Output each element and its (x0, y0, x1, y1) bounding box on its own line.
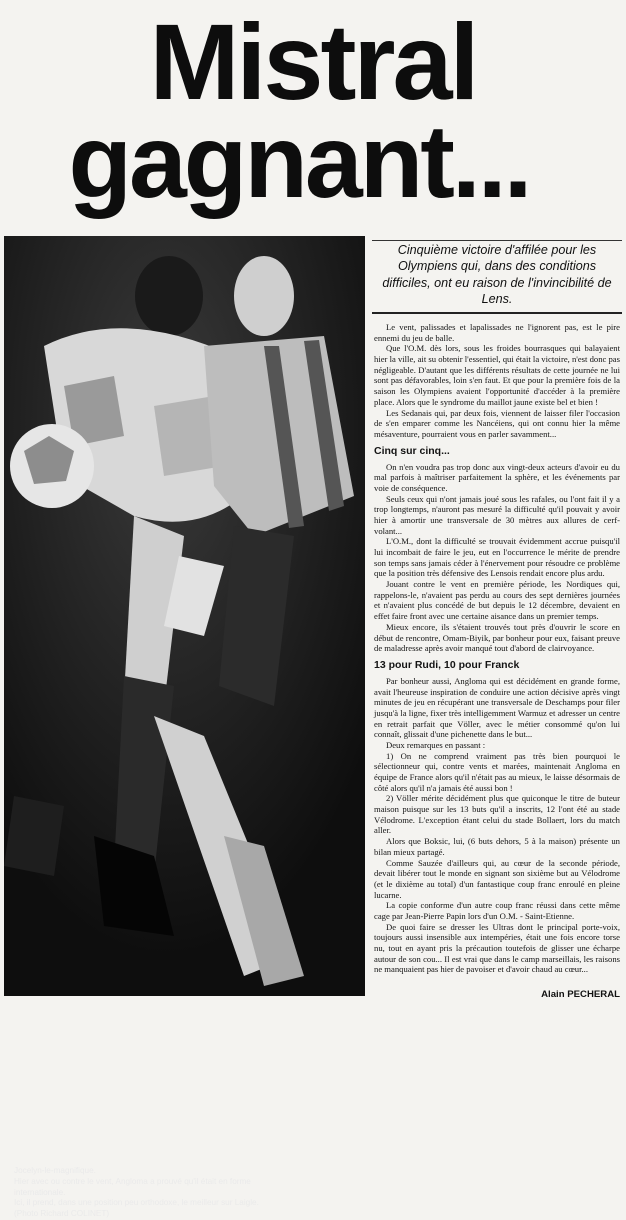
headline-line-2: gagnant... (68, 104, 530, 220)
article-paragraph: La copie conforme d'un autre coup franc réussi dans cette même cage par Jean-Pierre Papin lors d'un O.M. - Saint-Etienne. (374, 900, 620, 921)
photo-credit: (Photo Richard COLINET) (14, 1209, 110, 1219)
article-paragraph: On n'en voudra pas trop donc aux vingt-deux acteurs d'avoir eu du mal parfois à maîtriser parfaitement la sphère, et les événements par voie de conséquence. (374, 461, 620, 493)
match-photo (4, 236, 365, 1219)
article-paragraph: Par bonheur aussi, Angloma qui est décidément en grande forme, avait l'heureuse inspiration de conduire une action décisive après vingt minutes de jeu en récupérant une transversale de Deschamps pour filer jusqu'à la ligne, fixer très intelligemment Warmuz et adresser un centre en retrait parfait que Völler, avec le métier consommé qu'on lui connaît, glissait d'une pichenette dans le but... (374, 675, 620, 740)
caption-line: Ici, il prend, dans une position peu orthodoxe, le meilleur sur Laigle. (14, 1198, 259, 1208)
byline: Alain PECHERAL (541, 989, 620, 1000)
section-heading: Cinq sur cinq... (374, 444, 450, 457)
article-paragraph: De quoi faire se dresser les Ultras dont le principal porte-voix, toujours aussi insensible aux intempéries, était une fois encore torse nu, tout en ayant pris la précaution toutefois de glisser une écharpe autour de son cou... Il est vrai que dans le camp marseillais, les raisons ne manquaient pas hier de pavoiser et d'avoir chaud au cœur... (374, 921, 620, 975)
article-paragraph: 2) Völler mérite décidément plus que quiconque le titre de buteur maison puisque sur les 13 buts qu'il a inscrits, 12 l'ont été au stade Vélodrome. L'exception étant celui du stade Bollaert, lors du match aller. (374, 793, 620, 836)
article-body (374, 322, 620, 975)
photo-caption (14, 1166, 264, 1220)
article-paragraph: Jouant contre le vent en première période, les Nordiques qui, rappelons-le, n'avaient pas perdu au cours des sept dernières journées et n'avaient plus concédé de but depuis le 12 décembre, devaient en effet faire front avec une certaine aisance dans un premier temps. (374, 579, 620, 622)
article-paragraph: Le vent, palissades et lapalissades ne l'ignorent pas, est le pire ennemi du jeu de balle. (374, 322, 620, 343)
intro-bottom-rule (372, 312, 622, 314)
section-heading: 13 pour Rudi, 10 pour Franck (374, 658, 520, 671)
article-paragraph: Alors que Boksic, lui, (6 buts dehors, 5 à la maison) présente un bilan mieux partagé. (374, 836, 620, 857)
players-illustration (4, 236, 365, 996)
article-paragraph: Seuls ceux qui n'ont jamais joué sous les rafales, ou l'ont fait il y a trop longtemps, n'auront pas mesuré la difficulté qu'il pouvait y avoir hier à amortir une transversale de 30 mètres aux allures de cerf-volant... (374, 493, 620, 536)
article-paragraph: Deux remarques en passant : (386, 739, 486, 750)
article-paragraph: Mieux encore, ils s'étaient trouvés tout près d'ouvrir le score en début de rencontre, Omam-Biyik, par bonheur pour eux, faisant preuve de maladresse après avoir manqué tout d'abord de clairvoyance. (374, 621, 620, 654)
article-paragraph: L'O.M., dont la difficulté se trouvait évidemment accrue puisqu'il lui incombait de faire le jeu, eut en l'occurrence le mérite de prendre son temps sans jamais céder à l'énervement pour résoudre ce problème que la position très défensive des Lensois rendait encore plus ardu. (374, 536, 620, 579)
article-paragraph: Les Sedanais qui, par deux fois, viennent de laisser filer l'occasion de s'en emparer comme les Nancéiens, qui ont connu hier la même mésaventure, pourraient vous en parler savamment... (374, 407, 620, 439)
caption-line: Hier avec ou contre le vent, Angloma a prouvé qu'il était en forme internationale. (14, 1176, 251, 1197)
intro-standfirst: Cinquième victoire d'affilée pour les Olympiens qui, dans des conditions difficiles, ont eu raison de l'invincibilité de Lens. (382, 243, 612, 307)
caption-line: Jocelyn-le-magnifique. (14, 1166, 96, 1175)
article-paragraph: 1) On ne comprend vraiment pas très bien pourquoi le sélectionneur qui, contre vents et marées, maintenait Angloma en équipe de France alors qu'il n'était pas au mieux, le laisse désormais de côté alors qu'il n'a jamais été aussi bon ! (374, 750, 620, 793)
intro-top-rule (372, 240, 622, 241)
article-paragraph: Comme Sauzée d'ailleurs qui, au cœur de la seconde période, devait libérer tout le monde en signant son sixième but au Vélodrome (et le dixième au total) d'un fantastique coup franc enroulé en pleine lucarne. (374, 857, 620, 900)
article-paragraph: Que l'O.M. dès lors, sous les froides bourrasques qui balayaient hier la ville, ait su obtenir l'essentiel, qui était la victoire, n'est donc pas négligeable. D'autant que les différents résultats de cette journée ne lui sont pas défavorables, loin s'en faut. Et que pour la première fois de la saison les Olympiens avaient l'opportunité d'accéder à la première place. Alors que le syndrome du maillot jaune existe bel et bien ! (374, 343, 620, 407)
headline-line-1: Mistral (149, 1, 477, 122)
